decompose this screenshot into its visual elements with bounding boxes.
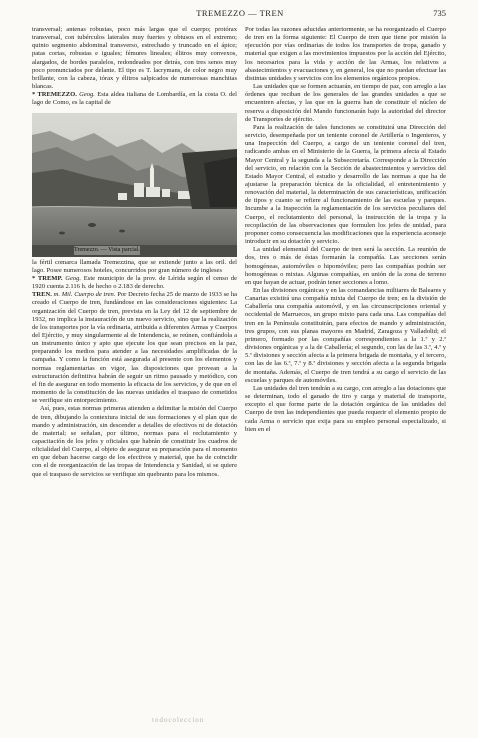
paragraph: Para la realización de tales funciones se constituirá una Dirección del servicio, desempeñada por un teniente coronel de Artillería o Ingenieros, y una Inspección del Cuerpo, a cargo de un teniente coronel del tren, radicando ambas en el Ministerio de la Guerra, la primera afecta al Estado Mayor Central y la segunda a la Subsecretaría. Corresponde a la Dirección del servicio, en relación con la Sección de abastecimientos y servicios del Estado Mayor Central, el estudio y desarrollo de las normas a que ha de ajustarse la preparación técnica de la oficialidad, el entretenimiento y renovación del material, la determinación de sus características, unificación de tipos y cuanto se refiere al funcionamiento de las escuelas y parques. Incumbe a la Inspección la reglamentación de los servicios peculiares del Cuerpo, el reclutamiento del personal, la instrucción de la tropa y la recopilación de las observaciones que formulen los jefes de unidad, para proponer como consecuencia las modificaciones que la experiencia aconseje introducir en su dotación y servicio. — [245, 123, 446, 246]
paragraph: transversal; antenas robustas, poco más largas que el cuerpo; protórax transversal, con tubérculos laterales muy fuertes y obtusos en el extremo; quinto segmento abdominal transverso, estrechado y truncado en el ápice; patas cortas, robustas e iguales; fémures lineales; élitros muy convexos, alargados, de bordes paralelos, redondeados por detrás, con tres senos muy poco pronunciados por delante. El tipo es T. lacrymans, de color negro muy brillante, con la cabeza, tórax y élitros salpicados de numerosas manchitas blancas. — [32, 26, 237, 91]
left-column — [32, 26, 237, 479]
entry-tren — [32, 291, 237, 405]
page-header — [40, 8, 446, 20]
lake-landscape-image — [32, 113, 237, 257]
entry-text: Esta aldea italiana de Lombardía, en la costa O. del lago de Como, es la capital de — [32, 91, 237, 107]
entry-term: * TREMEZZO. — [32, 91, 77, 99]
paragraph: Las unidades que se formen actuarán, en tiempo de paz, con arreglo a las órdenes que reciban de los generales de las grandes unidades a que se encuentren afectas, y las que en la guerra han de constituir el núcleo de reserva a disposición del Mando funcionarán bajo la autoridad del director de Transportes de ejército. — [245, 83, 446, 123]
entry-tremp — [32, 275, 237, 291]
page-number: 735 — [433, 8, 446, 18]
entry-text: Este municipio de la prov. de Lérida según el censo de 1920 cuenta 2.116 h. de hecho o 2.183 de derecho. — [32, 274, 238, 291]
watermark: todocoleccion — [152, 716, 205, 724]
paragraph: La unidad elemental del Cuerpo de tren será la sección. La reunión de dos, tres o más de éstas formarán la compañía. Las secciones serán homogéneas, automóviles o hipomóviles; pero las compañías podrán ser homogéneas o mixtas. Algunas compañías, en unión de la zona de terreno en que hayan de actuar, podrán tener secciones a lomo. — [245, 246, 446, 286]
entry-text: Por Decreto fecha 25 de marzo de 1933 se ha creado el Cuerpo de tren, fundándose en las consideraciones siguientes: La organización del Cuerpo de tren, prevista en la Ley del 12 de septiembre de 1932, no implica la instauración de un nuevo servicio, sino que la realización de los transportes por la vía ordinaria, atribuida a diferentes Armas y Cuerpos del Ejército, y muy singularmente al de Intendencia, se reúnen, confiándola a un instrumento único y apto que ejecute los que sean precisos en la paz, preparando los medios para atender a las necesidades amplificadas de la campaña. Y como la función está asegurada al presente con los elementos y normas reglamentarias en vigor, las disposiciones que provean a la estructuración definitiva habrán de seguir un ritmo pausado y metódico, con el fin de asegurar en todo momento la eficacia de los servicios, y de que en el momento de la constitución de las nuevas unidades el traspaso de cometidos se verifique sin entorpecimiento. — [32, 291, 237, 405]
entry-term: * TREMP. — [32, 274, 63, 282]
photo-caption: Tremezzo. — Vista parcial. — [74, 247, 140, 254]
paragraph: Así, pues, estas normas primeras atienden a delimitar la misión del Cuerpo de tren, dibujando la contextura inicial de sus formaciones y el plan que de mando y administración, sin descender a detalles de efectivos ni de dotación de material; se señalan, por último, normas para el reclutamiento y capacitación de los jefes y oficiales que habrán de constituir los cuadros de oficialidad del Cuerpo, al objeto de asegurar su preparación para el momento en que deban hacerse cargo de los efectivos y material, que ha de coincidir con el de reorganización de las tropas de Intendencia y Sanidad, si se quiere que el traspaso de servicios se verifique sin quebranto para los mismos. — [32, 405, 237, 478]
paragraph: Las unidades del tren tendrán a su cargo, con arreglo a las dotaciones que se determinan, todo el ganado de tiro y carga y material de transporte, excepto el que forme parte de la dotación orgánica de las unidades del Cuerpo de tren las independientes que pueda requerir el elemento propio de cada Arma o servicio que exija para su empleo personal especializado, si bien en el — [245, 384, 446, 433]
entry-term: TREN. — [32, 291, 52, 299]
paragraph: Por todas las razones aducidas anteriormente, se ha reorganizado el Cuerpo de tren en la forma siguiente: El Cuerpo de tren que tiene por misión la ejecución por vías ordinarias de todos los transportes de tropa, ganado y material que exigen a las movimientos impuestos por la acción del Ejército, los necesarios para la vida y acción de las Armas, los relativos a abastecimientos y evacuaciones y, en general, los que no puedan efectuar las distintas unidades y servicios con los elementos orgánicos propios. — [245, 26, 446, 82]
entry-abbreviation: Geog. — [79, 91, 95, 99]
right-column — [245, 26, 446, 434]
entry-abbreviation: m. Mil. Cuerpo de tren. — [53, 291, 116, 299]
running-title: TREMEZZO — TREN — [196, 8, 284, 18]
entry-tremezzo — [32, 91, 237, 107]
entry-abbreviation: Geog. — [65, 274, 82, 282]
paragraph: En las divisiones orgánicas y en las comandancias militares de Baleares y Canarias existirá una compañía mixta del Cuerpo de tren; en la división de Caballería una compañía automóvil, y en las circunscripciones oriental y occidental de Marruecos, un grupo mixto para cada una. Las compañías del tren en la Península constituirán, para efectos de mando y administración, tres grupos, con sus planas mayores en Madrid, Zaragoza y Valladolid; el primero, formado por las compañías correspondientes a la 1.ª y 2.ª divisiones orgánicas y a la de Caballería; el segundo, con las de las 3.ª, 4.ª y 5.ª divisiones y sección afecta a la primera brigada de montaña, y el tercero, con las de las 6.ª, 7.ª y 8.ª divisiones y sección afecta a la segunda brigada de montaña. Además, el Cuerpo de tren tendrá a su cargo el servicio de las escuelas y parques de automóviles. — [245, 287, 446, 384]
paragraph: la fértil comarca llamada Tremezzina, que se extiende junto a las oril. del lago. Posee numerosos hoteles, concurridos por gran número de ingleses — [32, 258, 237, 274]
tremezzo-photo — [32, 113, 237, 257]
